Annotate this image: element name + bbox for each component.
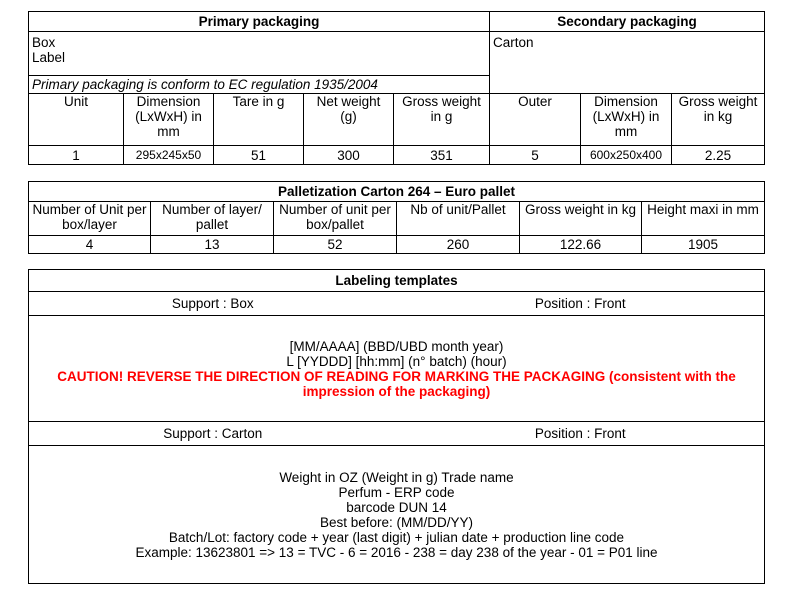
col-height-maxi: Height maxi in mm bbox=[642, 202, 765, 236]
palletization-table bbox=[28, 181, 765, 254]
primary-item-box: Box bbox=[32, 35, 56, 50]
carton-position: Position : Front bbox=[397, 422, 765, 446]
secondary-packaging-header: Secondary packaging bbox=[490, 12, 765, 32]
val-dimension: 295x245x50 bbox=[124, 146, 214, 165]
col-net-weight: Net weight (g) bbox=[304, 94, 394, 146]
col-secondary-dimension: Dimension (LxWxH) in mm bbox=[581, 94, 672, 146]
val-net-weight: 300 bbox=[304, 146, 394, 165]
val-layer-per-pallet: 13 bbox=[151, 236, 274, 254]
box-template-line-2: L [YYDDD] [hh:mm] (n° batch) (hour) bbox=[286, 353, 507, 369]
val-unit-per-box-pallet: 52 bbox=[274, 236, 397, 254]
col-unit-per-pallet: Nb of unit/Pallet bbox=[397, 202, 520, 236]
carton-template-line-1: Weight in OZ (Weight in g) Trade name bbox=[279, 469, 514, 485]
val-unit-per-pallet: 260 bbox=[397, 236, 520, 254]
carton-template-line-6: Example: 13623801 => 13 = TVC - 6 = 2016 - 238 = day 238 of the year - 01 = P01 line bbox=[135, 544, 658, 560]
col-unit-per-box-layer: Number of Unit per box/layer bbox=[29, 202, 151, 236]
col-layer-per-pallet: Number of layer/ pallet bbox=[151, 202, 274, 236]
col-unit: Unit bbox=[29, 94, 124, 146]
carton-template bbox=[29, 446, 765, 584]
carton-template-line-4: Best before: (MM/DD/YY) bbox=[319, 514, 474, 530]
col-dimension: Dimension (LxWxH) in mm bbox=[124, 94, 214, 146]
carton-support: Support : Carton bbox=[29, 422, 397, 446]
col-secondary-gross-weight: Gross weight in kg bbox=[672, 94, 765, 146]
col-unit-per-box-pallet: Number of unit per box/pallet bbox=[274, 202, 397, 236]
labeling-table bbox=[28, 269, 765, 584]
val-height-maxi: 1905 bbox=[642, 236, 765, 254]
col-pallet-gross-weight: Gross weight in kg bbox=[520, 202, 642, 236]
box-position: Position : Front bbox=[397, 292, 765, 316]
secondary-item: Carton bbox=[490, 32, 765, 94]
col-tare: Tare in g bbox=[214, 94, 304, 146]
box-support: Support : Box bbox=[29, 292, 397, 316]
val-tare: 51 bbox=[214, 146, 304, 165]
val-outer: 5 bbox=[490, 146, 581, 165]
col-gross-weight: Gross weight in g bbox=[394, 94, 490, 146]
primary-packaging-header: Primary packaging bbox=[29, 12, 490, 32]
primary-items bbox=[29, 32, 490, 76]
carton-template-line-5: Batch/Lot: factory code + year (last digit) + julian date + production line code bbox=[168, 529, 625, 545]
val-unit: 1 bbox=[29, 146, 124, 165]
val-secondary-dimension: 600x250x400 bbox=[581, 146, 672, 165]
regulation-note: Primary packaging is conform to EC regulation 1935/2004 bbox=[29, 76, 490, 94]
val-gross-weight: 351 bbox=[394, 146, 490, 165]
box-template-line-1: [MM/AAAA] (BBD/UBD month year) bbox=[289, 338, 504, 354]
carton-template-line-3: barcode DUN 14 bbox=[346, 499, 447, 515]
caution-text: CAUTION! REVERSE THE DIRECTION OF READING FOR MARKING THE PACKAGING (consistent with the impression of the packaging) bbox=[57, 368, 736, 399]
palletization-header: Palletization Carton 264 – Euro pallet bbox=[29, 182, 765, 202]
val-secondary-gross-weight: 2.25 bbox=[672, 146, 765, 165]
box-template bbox=[29, 316, 765, 422]
col-outer: Outer bbox=[490, 94, 581, 146]
packaging-table bbox=[28, 11, 765, 165]
labeling-header: Labeling templates bbox=[29, 270, 765, 292]
carton-template-line-2: Perfum - ERP code bbox=[338, 484, 455, 500]
primary-item-label: Label bbox=[32, 50, 66, 65]
val-unit-per-box-layer: 4 bbox=[29, 236, 151, 254]
val-pallet-gross-weight: 122.66 bbox=[520, 236, 642, 254]
